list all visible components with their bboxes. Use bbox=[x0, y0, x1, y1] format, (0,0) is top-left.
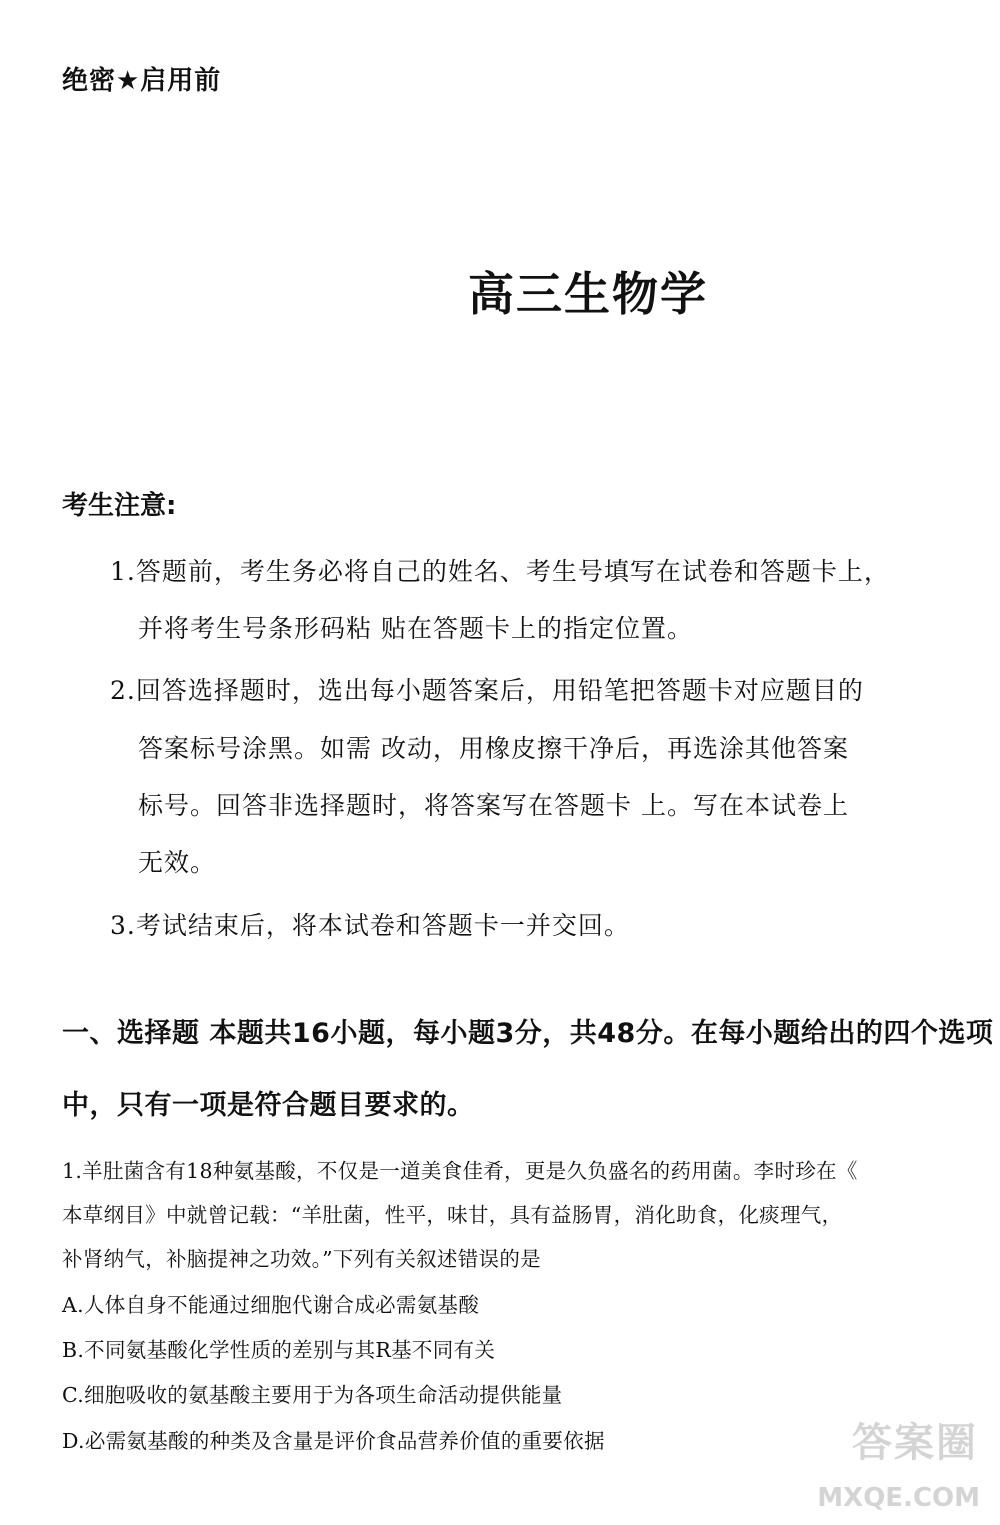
option-a: A.人体自身不能通过细胞代谢合成必需氨基酸 bbox=[62, 1293, 480, 1317]
option-d: D.必需氨基酸的种类及含量是评价食品营养价值的重要依据 bbox=[62, 1429, 605, 1453]
notice-line: 答案标号涂黑。如需 改动，用橡皮擦干净后，再选涂其他答案 bbox=[138, 734, 849, 763]
question-stem-line: 1.羊肚菌含有18种氨基酸，不仅是一道美食佳肴，更是久负盛名的药用菌。李时珍在《 bbox=[62, 1159, 858, 1183]
notice-line: 标号。回答非选择题时，将答案写在答题卡 上。写在本试卷上 bbox=[138, 791, 849, 820]
notice-line: 并将考生号条形码粘 贴在答题卡上的指定位置。 bbox=[138, 614, 693, 643]
section-heading-line: 一、选择题 本题共16小题，每小题3分，共48分。在每小题给出的四个选项 bbox=[62, 1018, 994, 1049]
option-b: B.不同氨基酸化学性质的差别与其R基不同有关 bbox=[62, 1338, 496, 1362]
section-heading-line: 中，只有一项是符合题目要求的。 bbox=[62, 1090, 475, 1121]
watermark-text: 答案圈 bbox=[852, 1420, 978, 1466]
secret-label: 绝密★启用前 bbox=[62, 66, 222, 96]
question-stem-line: 补肾纳气，补脑提神之功效。”下列有关叙述错误的是 bbox=[62, 1247, 541, 1271]
page-title: 高三生物学 bbox=[468, 267, 708, 321]
notice-line: 2.回答选择题时，选出每小题答案后，用铅笔把答题卡对应题目的 bbox=[110, 676, 864, 705]
watermark bbox=[802, 1407, 982, 1517]
notice-heading: 考生注意: bbox=[62, 491, 177, 521]
notice-line: 无效。 bbox=[138, 848, 217, 877]
option-c: C.细胞吸收的氨基酸主要用于为各项生命活动提供能量 bbox=[62, 1383, 563, 1407]
notice-line: 1.答题前，考生务必将自己的姓名、考生号填写在试卷和答题卡上， bbox=[110, 557, 890, 586]
notice-line: 3.考试结束后，将本试卷和答题卡一并交回。 bbox=[110, 911, 630, 940]
watermark-url: MXQE.COM bbox=[817, 1483, 980, 1513]
question-stem-line: 本草纲目》中就曾记载：“羊肚菌，性平，味甘，具有益肠胃，消化助食，化痰理气， bbox=[62, 1203, 843, 1227]
